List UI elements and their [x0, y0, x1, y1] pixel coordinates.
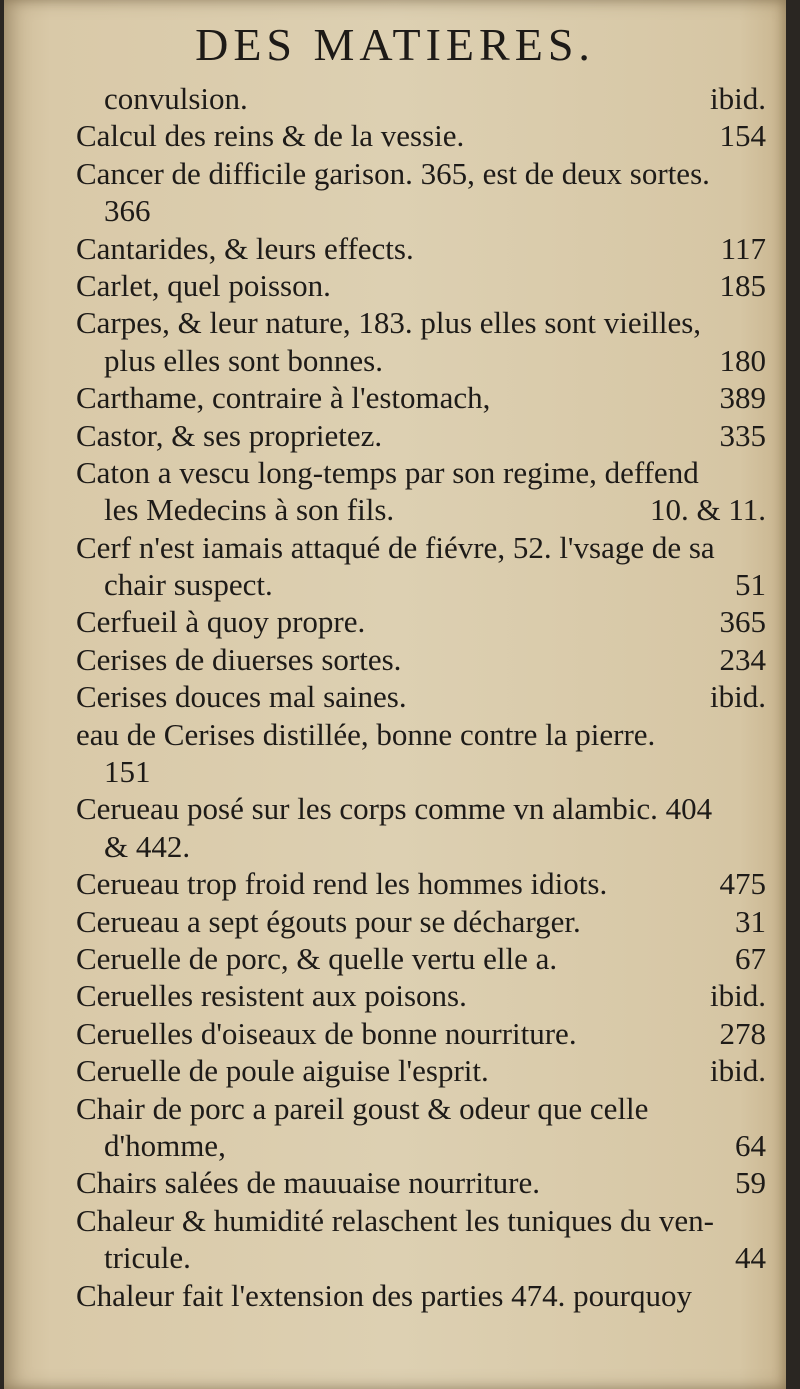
entry-continuation-line [76, 342, 766, 379]
page-reference: 180 [719, 342, 766, 378]
index-entry [76, 230, 766, 267]
entry-line [76, 641, 766, 678]
entry-text: Cerises de diuerses sortes. [76, 641, 402, 677]
entry-text: Carpes, & leur nature, 183. plus elles sont vieilles, [76, 305, 702, 341]
entry-text: Cerfueil à quoy propre. [76, 604, 366, 640]
entry-continuation-line [76, 828, 766, 865]
index-entry [76, 417, 766, 454]
index-entry [76, 940, 766, 977]
index-entry [76, 1015, 766, 1052]
entry-text: Castor, & ses proprietez. [76, 417, 383, 453]
entry-line [76, 1277, 766, 1314]
entry-text: Cantarides, & leurs effects. [76, 230, 414, 266]
entry-continuation-line [76, 753, 766, 790]
entry-text: Chair de porc a pareil goust & odeur que celle [76, 1090, 649, 1126]
entry-text: Carlet, quel poisson. [76, 267, 331, 303]
entry-text: Chairs salées de mauuaise nourriture. [76, 1165, 540, 1201]
entry-line [76, 155, 766, 192]
entry-text: 151 [104, 754, 151, 790]
entry-text: d'homme, [104, 1127, 226, 1163]
entry-line [76, 267, 766, 304]
page-reference: 278 [719, 1015, 766, 1051]
entry-line [76, 1015, 766, 1052]
index-entry [76, 678, 766, 715]
index-entry [76, 1164, 766, 1201]
entry-line [76, 940, 766, 977]
index-entry [76, 790, 766, 865]
entry-text: Ceruelle de poule aiguise l'esprit. [76, 1053, 489, 1089]
index-entry [76, 1052, 766, 1089]
entry-line [76, 529, 766, 566]
page-reference: 51 [735, 567, 766, 603]
entry-text: les Medecins à son fils. [104, 492, 395, 528]
entry-text: eau de Cerises distillée, bonne contre la pierre. [76, 716, 656, 752]
entry-text: Carthame, contraire à l'estomach, [76, 380, 491, 416]
entry-line [76, 865, 766, 902]
entry-line [76, 230, 766, 267]
index-entry [76, 977, 766, 1014]
page-reference: ibid. [710, 81, 766, 116]
page-reference: 389 [719, 380, 766, 416]
entry-text: Calcul des reins & de la vessie. [76, 118, 465, 154]
page-reference: ibid. [710, 1053, 766, 1089]
entry-text: Cancer de difficile garison. 365, est de deux sortes. [76, 155, 710, 191]
entry-text: Chaleur & humidité relaschent les tuniques du ven- [76, 1202, 714, 1238]
page-reference: 475 [719, 866, 766, 902]
page-reference: 335 [719, 417, 766, 453]
page-reference: 59 [735, 1165, 766, 1201]
index-entry [76, 304, 766, 379]
entry-line [76, 1164, 766, 1201]
entry-line [76, 1052, 766, 1089]
entry-continuation-line [76, 192, 766, 229]
index-entry [76, 603, 766, 640]
index-entry [76, 529, 766, 604]
index-entry [76, 267, 766, 304]
index-entry [76, 1277, 766, 1314]
entry-text: Cerf n'est iamais attaqué de fiévre, 52. l'vsage de sa [76, 529, 715, 565]
entry-line [76, 80, 766, 117]
page-reference: 365 [719, 604, 766, 640]
entry-text: Chaleur fait l'extension des parties 474. pourquoy [76, 1277, 692, 1313]
entry-line [76, 790, 766, 827]
entry-text: tricule. [104, 1240, 191, 1276]
entry-text: Cerueau posé sur les corps comme vn alambic. 404 [76, 791, 713, 827]
entry-continuation-line [76, 1239, 766, 1276]
entry-line [76, 716, 766, 753]
index-entry [76, 641, 766, 678]
index-entry [76, 716, 766, 791]
entry-text: chair suspect. [104, 567, 273, 603]
index-entry [76, 903, 766, 940]
entry-line [76, 379, 766, 416]
book-page [4, 0, 786, 1389]
entry-text: Cerueau a sept égouts pour se décharger. [76, 903, 581, 939]
page-reference: 154 [719, 118, 766, 154]
entry-continuation-line [76, 1127, 766, 1164]
entry-text: Ceruelles d'oiseaux de bonne nourriture. [76, 1015, 577, 1051]
page-reference: 234 [719, 641, 766, 677]
entry-line [76, 603, 766, 640]
page-reference: ibid. [710, 978, 766, 1014]
entry-continuation-line [76, 491, 766, 528]
entry-text: Ceruelle de porc, & quelle vertu elle a. [76, 940, 558, 976]
entry-line [76, 417, 766, 454]
index-entries [76, 80, 766, 1314]
entry-continuation-line [76, 566, 766, 603]
entry-text: plus elles sont bonnes. [104, 342, 383, 378]
page-reference: 117 [720, 230, 766, 266]
index-entry [76, 80, 766, 117]
entry-line [76, 304, 766, 341]
entry-text: convulsion. [104, 81, 248, 116]
index-entry [76, 865, 766, 902]
page-reference: 185 [719, 267, 766, 303]
index-entry [76, 1090, 766, 1165]
entry-line [76, 977, 766, 1014]
entry-text: Cerises douces mal saines. [76, 679, 407, 715]
entry-line [76, 1090, 766, 1127]
page-reference: 44 [735, 1240, 766, 1276]
entry-text: Ceruelles resistent aux poisons. [76, 978, 467, 1014]
entry-text: Cerueau trop froid rend les hommes idiots. [76, 866, 608, 902]
page-reference: 64 [735, 1127, 766, 1163]
entry-line [76, 678, 766, 715]
entry-line [76, 903, 766, 940]
index-entry [76, 155, 766, 230]
page-reference: 67 [735, 940, 766, 976]
entry-text: & 442. [104, 828, 191, 864]
index-entry [76, 454, 766, 529]
index-entry [76, 1202, 766, 1277]
entry-line [76, 454, 766, 491]
page-reference: 10. & 11. [650, 492, 766, 528]
page-reference: ibid. [710, 679, 766, 715]
entry-line [76, 1202, 766, 1239]
entry-text: 366 [104, 193, 151, 229]
index-entry [76, 117, 766, 154]
entry-text: Caton a vescu long-temps par son regime, deffend [76, 454, 699, 490]
index-entry [76, 379, 766, 416]
entry-line [76, 117, 766, 154]
running-header: DES MATIERES. [195, 19, 595, 70]
page-reference: 31 [735, 903, 766, 939]
